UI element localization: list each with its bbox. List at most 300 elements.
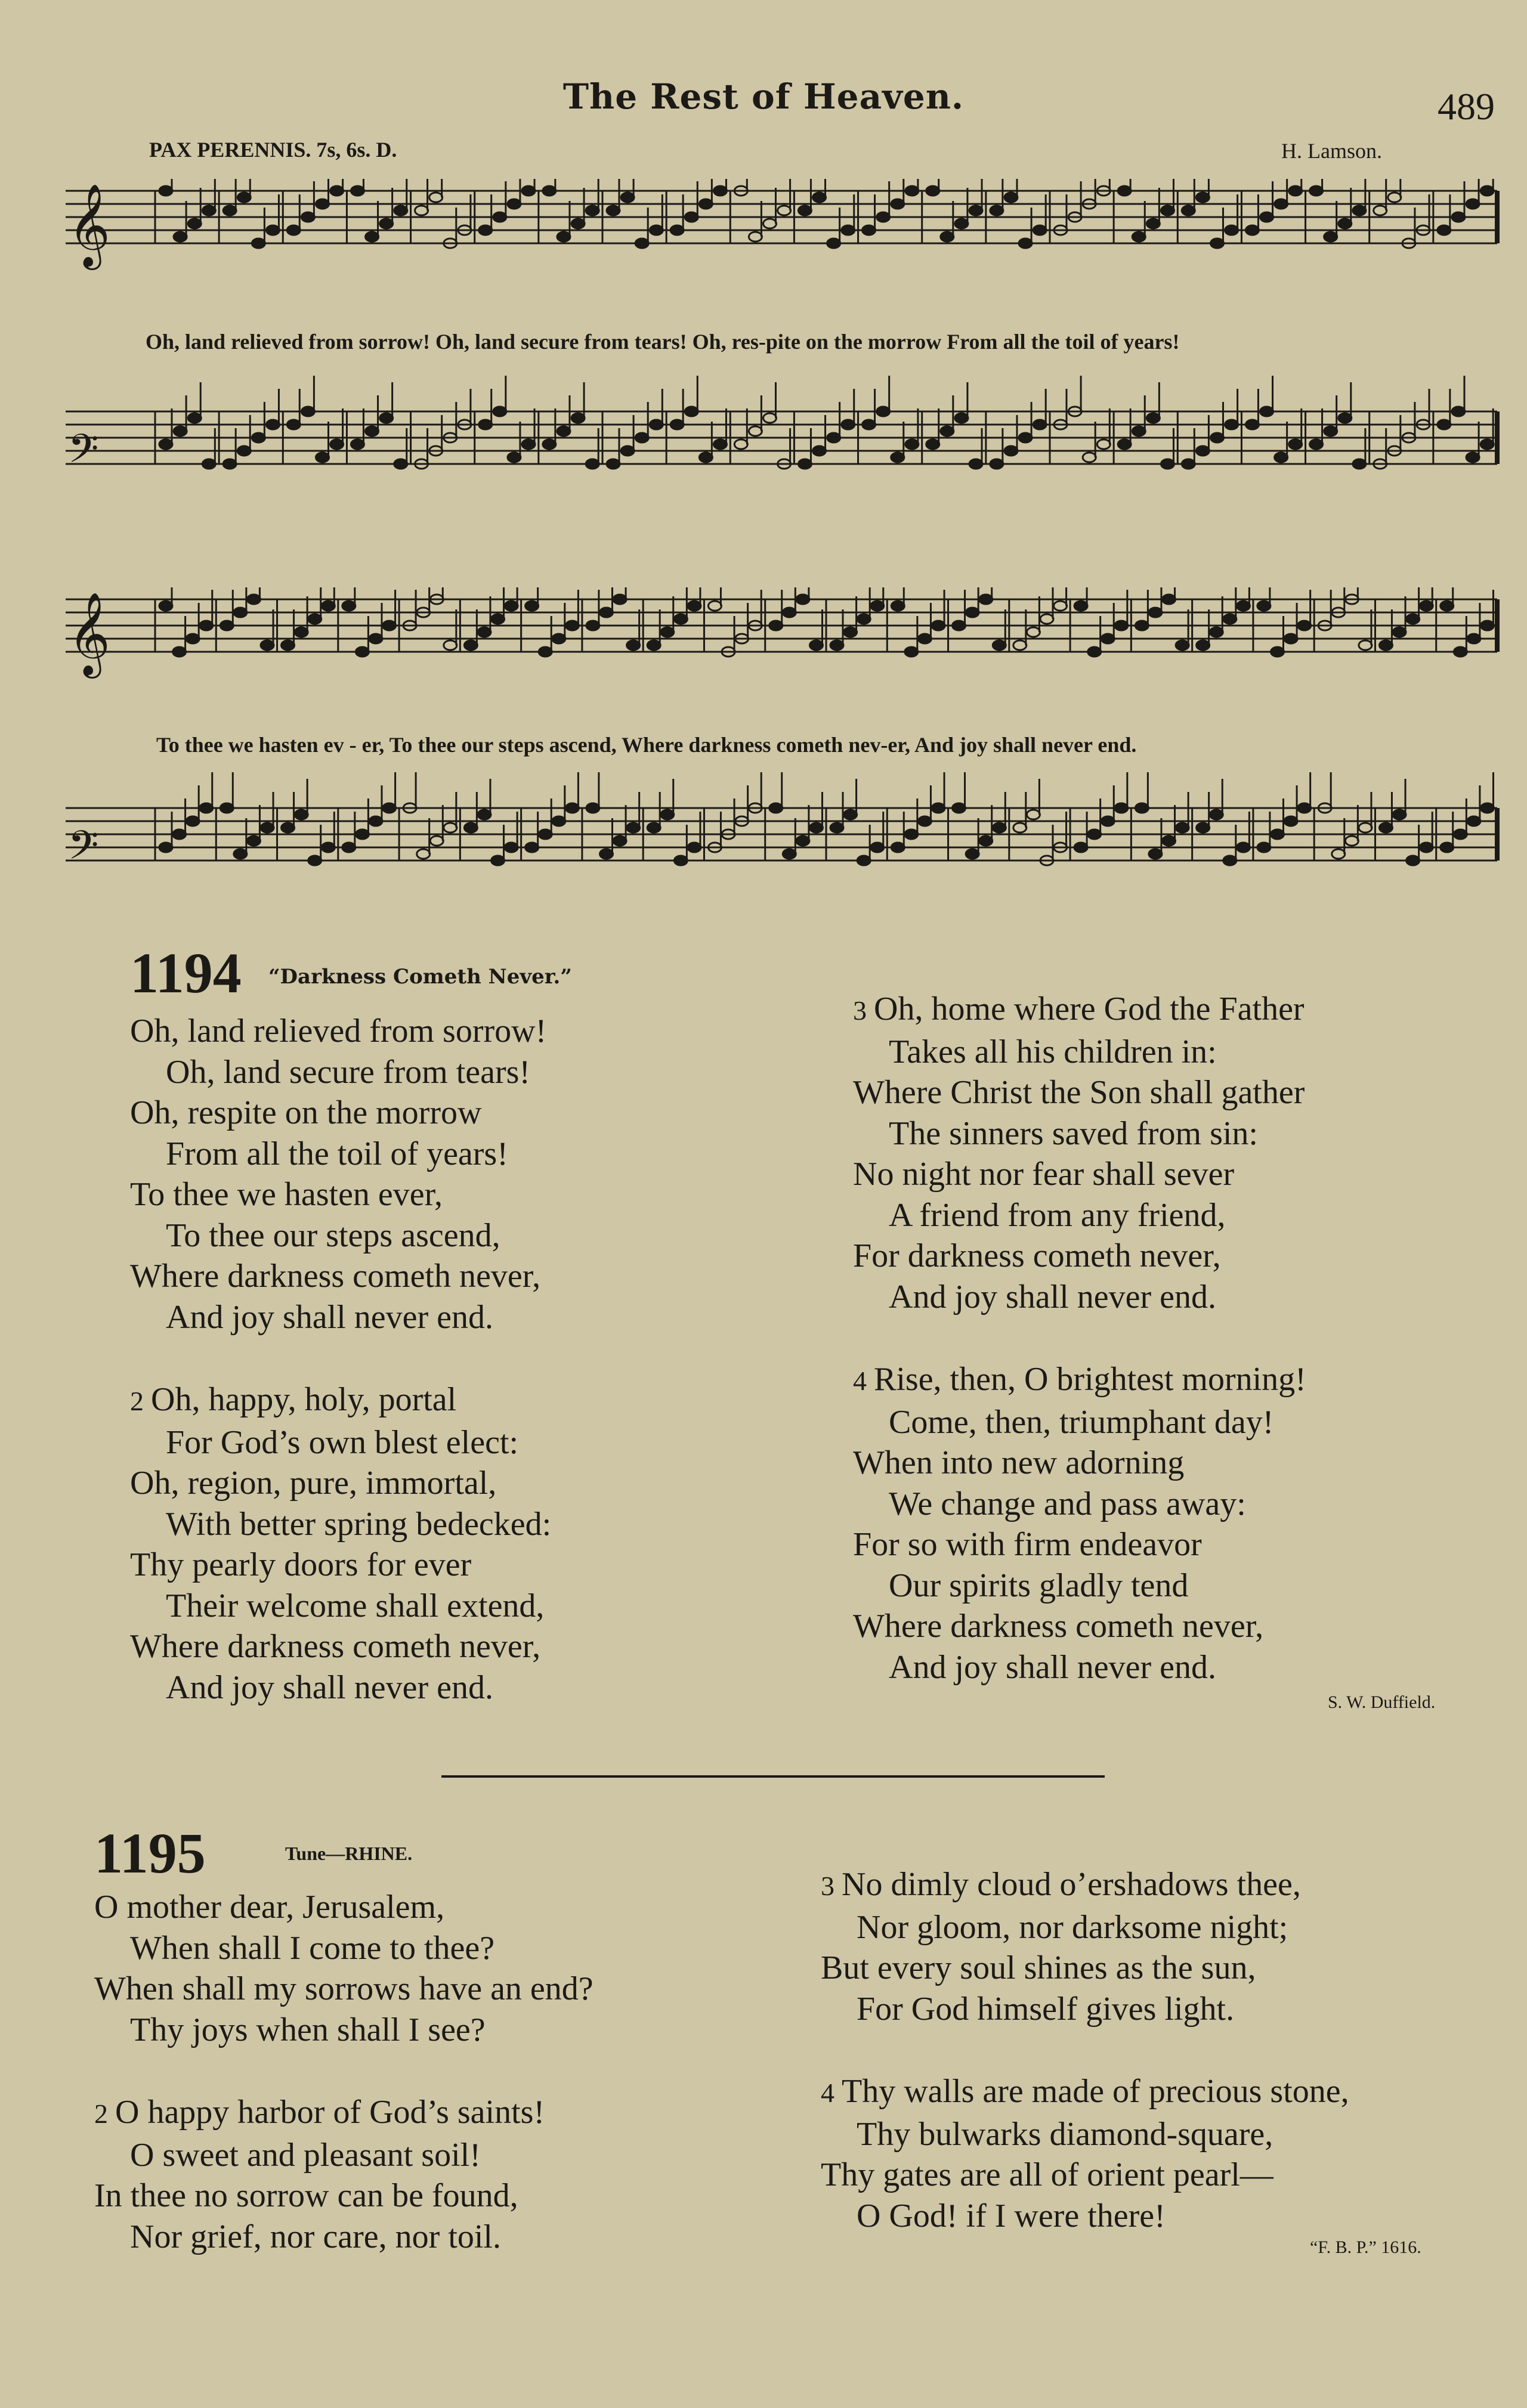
note-head bbox=[966, 849, 979, 859]
note-head bbox=[905, 830, 918, 839]
note-head bbox=[1033, 225, 1046, 235]
note-head bbox=[1149, 608, 1162, 617]
note-head bbox=[613, 595, 626, 604]
note-head bbox=[1271, 647, 1284, 657]
verse-line bbox=[853, 1484, 1306, 1525]
note-head bbox=[1163, 595, 1176, 604]
note-head bbox=[287, 420, 300, 429]
note-head bbox=[1163, 836, 1176, 846]
note-head bbox=[1245, 225, 1259, 235]
note-head bbox=[308, 856, 322, 865]
note-head bbox=[247, 836, 260, 846]
note-head bbox=[1289, 439, 1302, 449]
verse-line bbox=[130, 1215, 551, 1256]
verse-text: For darkness cometh never, bbox=[853, 1237, 1221, 1274]
note-head bbox=[1004, 446, 1018, 456]
note-head bbox=[1135, 621, 1148, 630]
note-head bbox=[565, 803, 579, 813]
note-head bbox=[990, 459, 1003, 469]
note-head bbox=[670, 420, 684, 429]
treble-clef-icon: 𝄞 bbox=[68, 592, 110, 675]
note-head bbox=[380, 219, 393, 228]
note-head bbox=[173, 830, 186, 839]
note-head bbox=[526, 601, 539, 611]
note-head bbox=[1027, 627, 1040, 637]
music-lyrics-line-1: Oh, land relieved from sorrow! Oh, land secure from tears! Oh, res-pite on the morrow From all the toil of years! bbox=[146, 330, 1180, 354]
note-head bbox=[282, 640, 295, 650]
note-head bbox=[1379, 823, 1392, 832]
note-head bbox=[1332, 849, 1345, 859]
note-head bbox=[1298, 803, 1311, 813]
note-head bbox=[647, 640, 660, 650]
note-head bbox=[188, 219, 201, 228]
note-head bbox=[953, 621, 966, 630]
verse-text: Oh, home where God the Father bbox=[874, 991, 1305, 1027]
note-head bbox=[342, 843, 356, 852]
note-head bbox=[932, 621, 945, 630]
verse-line bbox=[821, 2155, 1349, 2196]
verse-number: 2 bbox=[130, 1386, 144, 1416]
note-head bbox=[522, 186, 535, 196]
note-head bbox=[670, 225, 684, 235]
note-head bbox=[1083, 453, 1096, 462]
note-head bbox=[444, 823, 457, 832]
note-head bbox=[351, 439, 364, 449]
note-head bbox=[661, 627, 674, 637]
verse-line bbox=[130, 1586, 551, 1627]
note-head bbox=[543, 439, 556, 449]
note-head bbox=[417, 849, 430, 859]
note-head bbox=[1149, 849, 1162, 859]
note-head bbox=[1054, 601, 1067, 611]
note-head bbox=[159, 439, 172, 449]
note-head bbox=[1197, 640, 1210, 650]
note-head bbox=[1284, 634, 1297, 643]
note-head bbox=[557, 426, 570, 436]
note-head bbox=[552, 816, 565, 826]
verse-line bbox=[821, 2196, 1349, 2237]
note-head bbox=[1237, 843, 1250, 852]
note-head bbox=[1420, 843, 1433, 852]
note-head bbox=[863, 420, 876, 429]
verse-line bbox=[130, 1011, 551, 1052]
verse-line bbox=[853, 1236, 1306, 1277]
note-head bbox=[342, 601, 356, 611]
note-head bbox=[1019, 433, 1032, 442]
verse-line bbox=[130, 1134, 551, 1175]
note-head bbox=[599, 608, 613, 617]
note-head bbox=[1013, 640, 1027, 650]
verse-line bbox=[94, 2092, 594, 2135]
verse-number: 4 bbox=[853, 1366, 867, 1396]
note-head bbox=[159, 601, 172, 611]
hymn-1195-column-1 bbox=[94, 1887, 594, 2257]
note-head bbox=[522, 439, 535, 449]
verse-line bbox=[853, 1072, 1306, 1113]
verse-line bbox=[94, 1969, 594, 2010]
note-head bbox=[316, 199, 329, 209]
note-head bbox=[1211, 433, 1224, 442]
note-head bbox=[993, 823, 1006, 832]
note-head bbox=[380, 413, 393, 423]
note-head bbox=[1407, 614, 1420, 624]
note-head bbox=[539, 830, 552, 839]
note-head bbox=[223, 459, 236, 469]
note-head bbox=[941, 426, 954, 436]
note-head bbox=[798, 459, 811, 469]
note-head bbox=[301, 212, 314, 222]
note-head bbox=[1135, 803, 1148, 813]
note-head bbox=[505, 601, 518, 611]
bass-clef-icon: 𝄢 bbox=[68, 426, 99, 481]
note-head bbox=[749, 232, 762, 242]
note-head bbox=[979, 595, 993, 604]
note-head bbox=[613, 836, 626, 846]
note-head bbox=[586, 621, 599, 630]
verse-line bbox=[853, 1606, 1306, 1647]
note-head bbox=[969, 459, 982, 469]
verse-text: Thy joys when shall I see? bbox=[130, 2011, 486, 2048]
note-head bbox=[237, 193, 251, 202]
note-head bbox=[261, 823, 274, 832]
note-head bbox=[186, 634, 199, 643]
note-head bbox=[932, 803, 945, 813]
note-head bbox=[871, 843, 884, 852]
note-head bbox=[891, 601, 904, 611]
note-head bbox=[266, 225, 279, 235]
note-head bbox=[366, 426, 379, 436]
note-head bbox=[586, 459, 599, 469]
note-head bbox=[493, 212, 506, 222]
note-head bbox=[1339, 219, 1352, 228]
note-head bbox=[809, 640, 823, 650]
verse-text: O sweet and pleasant soil! bbox=[130, 2136, 481, 2174]
note-head bbox=[926, 186, 939, 196]
composer: H. Lamson. bbox=[1281, 139, 1382, 163]
note-head bbox=[966, 608, 979, 617]
note-head bbox=[1088, 830, 1101, 839]
bass-clef-icon: 𝄢 bbox=[68, 822, 99, 878]
note-head bbox=[356, 830, 369, 839]
note-head bbox=[1345, 836, 1358, 846]
note-head bbox=[539, 647, 552, 657]
note-head bbox=[394, 459, 407, 469]
verse-line bbox=[853, 1195, 1306, 1236]
note-head bbox=[464, 640, 477, 650]
verse-line bbox=[853, 1647, 1306, 1688]
note-head bbox=[1467, 816, 1480, 826]
note-head bbox=[1223, 614, 1237, 624]
note-head bbox=[844, 627, 857, 637]
note-head bbox=[699, 199, 712, 209]
verse-text: For God’s own blest elect: bbox=[166, 1423, 519, 1461]
note-head bbox=[202, 459, 215, 469]
note-head bbox=[1132, 426, 1145, 436]
note-head bbox=[1019, 239, 1032, 248]
note-head bbox=[993, 640, 1006, 650]
note-head bbox=[1388, 193, 1401, 202]
verse-text: When into new adorning bbox=[853, 1444, 1185, 1481]
note-head bbox=[661, 810, 674, 819]
verse-line bbox=[853, 1113, 1306, 1155]
verse-line bbox=[130, 1256, 551, 1297]
note-head bbox=[1271, 830, 1284, 839]
note-head bbox=[1480, 621, 1494, 630]
note-head bbox=[699, 453, 712, 462]
verse-text: And joy shall never end. bbox=[889, 1278, 1216, 1316]
music-lyrics-line-2: To thee we hasten ev - er, To thee our steps ascend, Where darkness cometh nev-er, And joy shall never end. bbox=[156, 733, 1137, 757]
verse-text: When shall I come to thee? bbox=[130, 1929, 495, 1967]
note-head bbox=[223, 206, 236, 215]
note-head bbox=[877, 407, 890, 416]
note-head bbox=[237, 446, 251, 456]
treble-staff-1 bbox=[66, 179, 1497, 270]
note-head bbox=[621, 446, 634, 456]
note-head bbox=[479, 420, 492, 429]
verse-text: To thee our steps ascend, bbox=[166, 1217, 500, 1254]
note-head bbox=[1393, 627, 1406, 637]
note-head bbox=[749, 426, 762, 436]
note-head bbox=[1210, 810, 1223, 819]
note-head bbox=[526, 843, 539, 852]
verse-text: Where Christ the Son shall gather bbox=[853, 1074, 1305, 1111]
note-head bbox=[1480, 439, 1494, 449]
note-head bbox=[635, 433, 648, 442]
note-head bbox=[1118, 186, 1131, 196]
verse-text: O mother dear, Jerusalem, bbox=[94, 1889, 445, 1926]
verse-line bbox=[94, 2175, 594, 2217]
note-head bbox=[173, 647, 186, 657]
note-head bbox=[1438, 420, 1451, 429]
note-head bbox=[688, 843, 701, 852]
verse-line bbox=[853, 1443, 1306, 1484]
note-head bbox=[493, 407, 506, 416]
note-head bbox=[543, 186, 556, 196]
note-head bbox=[926, 439, 939, 449]
note-head bbox=[1379, 640, 1392, 650]
note-head bbox=[1004, 193, 1018, 202]
note-head bbox=[650, 225, 663, 235]
note-head bbox=[1466, 453, 1479, 462]
note-head bbox=[769, 803, 783, 813]
note-head bbox=[891, 453, 904, 462]
verse-line bbox=[130, 1297, 551, 1338]
note-head bbox=[261, 640, 274, 650]
note-head bbox=[708, 601, 721, 611]
note-head bbox=[1118, 439, 1131, 449]
verse-text: A friend from any friend, bbox=[889, 1196, 1226, 1234]
verse-text: Thy bulwarks diamond-square, bbox=[857, 2115, 1273, 2153]
bass-staff-1 bbox=[66, 376, 1497, 481]
note-head bbox=[202, 206, 215, 215]
verse-line bbox=[853, 1565, 1306, 1607]
note-head bbox=[647, 823, 660, 832]
note-head bbox=[713, 439, 727, 449]
note-head bbox=[1146, 219, 1160, 228]
note-head bbox=[1196, 446, 1209, 456]
verse-text: And joy shall never end. bbox=[166, 1298, 493, 1336]
verse-line bbox=[94, 2050, 594, 2092]
hymn-number-1194: 1194 bbox=[130, 941, 242, 1005]
note-head bbox=[798, 206, 811, 215]
author-1194: S. W. Duffield. bbox=[1328, 1692, 1436, 1712]
note-head bbox=[586, 206, 599, 215]
note-head bbox=[1101, 634, 1114, 643]
note-head bbox=[1310, 439, 1323, 449]
note-head bbox=[287, 225, 300, 235]
note-head bbox=[478, 810, 491, 819]
note-head bbox=[1161, 459, 1174, 469]
verse-text: But every soul shines as the sun, bbox=[821, 1949, 1256, 1986]
note-head bbox=[783, 608, 796, 617]
verse-number: 3 bbox=[853, 995, 867, 1026]
verse-line bbox=[94, 1887, 594, 1928]
hymn-1194-column-2 bbox=[853, 989, 1306, 1688]
note-head bbox=[918, 816, 931, 826]
verse-text: Oh, respite on the morrow bbox=[130, 1094, 482, 1131]
note-head bbox=[621, 193, 634, 202]
note-head bbox=[492, 614, 505, 624]
verse-text: Oh, region, pure, immortal, bbox=[130, 1465, 497, 1502]
note-head bbox=[783, 849, 796, 859]
note-head bbox=[1176, 640, 1189, 650]
note-head bbox=[1097, 439, 1110, 449]
note-head bbox=[383, 803, 396, 813]
verse-line bbox=[130, 1626, 551, 1667]
verse-text: O happy harbor of God’s saints! bbox=[115, 2094, 545, 2131]
verse-text: Oh, land relieved from sorrow! bbox=[130, 1013, 547, 1050]
note-head bbox=[674, 614, 687, 624]
note-head bbox=[1441, 843, 1454, 852]
note-head bbox=[186, 816, 199, 826]
note-head bbox=[1225, 225, 1238, 235]
note-head bbox=[813, 193, 826, 202]
verse-text: Takes all his children in: bbox=[889, 1033, 1217, 1070]
note-head bbox=[1182, 206, 1195, 215]
note-head bbox=[557, 232, 570, 242]
note-head bbox=[941, 232, 954, 242]
note-head bbox=[844, 810, 857, 819]
note-head bbox=[979, 836, 993, 846]
note-head bbox=[1324, 232, 1337, 242]
note-head bbox=[627, 823, 640, 832]
note-head bbox=[508, 453, 521, 462]
note-head bbox=[905, 647, 918, 657]
note-head bbox=[565, 621, 579, 630]
verse-text: Where darkness cometh never, bbox=[130, 1628, 541, 1665]
note-head bbox=[635, 239, 648, 248]
verse-line bbox=[130, 1052, 551, 1093]
note-head bbox=[552, 634, 565, 643]
note-head bbox=[316, 453, 329, 462]
verse-line bbox=[130, 1463, 551, 1504]
verse-line bbox=[821, 1948, 1349, 1989]
verse-number: 4 bbox=[821, 2078, 834, 2108]
note-head bbox=[1452, 407, 1465, 416]
verse-text: When shall my sorrows have an end? bbox=[94, 1970, 594, 2007]
note-head bbox=[796, 836, 809, 846]
note-head bbox=[1359, 823, 1372, 832]
verse-line bbox=[853, 1032, 1306, 1073]
note-head bbox=[1353, 459, 1366, 469]
verse-text: Thy walls are made of precious stone, bbox=[842, 2073, 1349, 2110]
note-head bbox=[1480, 186, 1494, 196]
verse-line bbox=[853, 1359, 1306, 1402]
note-head bbox=[674, 856, 687, 865]
note-head bbox=[1393, 810, 1406, 819]
verse-line bbox=[130, 1667, 551, 1708]
note-head bbox=[1441, 601, 1454, 611]
note-head bbox=[1454, 830, 1467, 839]
note-head bbox=[830, 640, 843, 650]
note-head bbox=[1275, 199, 1288, 209]
verse-text: Their welcome shall extend, bbox=[166, 1587, 545, 1624]
note-head bbox=[764, 413, 777, 423]
note-head bbox=[1466, 199, 1479, 209]
note-head bbox=[905, 186, 919, 196]
note-head bbox=[863, 225, 876, 235]
page-number: 489 bbox=[1438, 85, 1495, 128]
note-head bbox=[430, 836, 443, 846]
treble-staff-2 bbox=[66, 587, 1497, 679]
note-head bbox=[1480, 803, 1494, 813]
verse-text: Oh, land secure from tears! bbox=[166, 1053, 531, 1091]
note-head bbox=[1115, 803, 1128, 813]
note-head bbox=[1013, 823, 1027, 832]
note-head bbox=[827, 433, 840, 442]
note-head bbox=[159, 843, 172, 852]
verse-line bbox=[821, 2114, 1349, 2155]
note-head bbox=[891, 199, 904, 209]
note-head bbox=[356, 647, 369, 657]
verse-line bbox=[821, 2029, 1349, 2071]
note-head bbox=[1182, 459, 1195, 469]
note-head bbox=[330, 439, 344, 449]
verse-text: Where darkness cometh never, bbox=[130, 1258, 541, 1295]
note-head bbox=[891, 843, 904, 852]
note-head bbox=[871, 601, 884, 611]
note-head bbox=[627, 640, 640, 650]
verse-line bbox=[853, 1402, 1306, 1443]
verse-text: Where darkness cometh never, bbox=[853, 1608, 1264, 1645]
note-head bbox=[322, 843, 335, 852]
note-head bbox=[1452, 212, 1465, 222]
note-head bbox=[842, 225, 855, 235]
note-head bbox=[415, 206, 428, 215]
note-head bbox=[464, 823, 477, 832]
note-head bbox=[234, 849, 247, 859]
note-head bbox=[1260, 212, 1273, 222]
verse-number: 2 bbox=[94, 2099, 108, 2129]
note-head bbox=[1033, 420, 1046, 429]
note-head bbox=[1027, 810, 1040, 819]
verse-text: To thee we hasten ever, bbox=[130, 1176, 443, 1213]
verse-text: In thee no sorrow can be found, bbox=[94, 2177, 518, 2214]
note-head bbox=[1284, 816, 1297, 826]
verse-text: Our spirits gladly tend bbox=[889, 1567, 1189, 1604]
treble-clef-icon: 𝄞 bbox=[68, 184, 110, 267]
note-head bbox=[266, 420, 279, 429]
note-head bbox=[369, 816, 382, 826]
note-head bbox=[295, 810, 308, 819]
note-head bbox=[282, 823, 295, 832]
verse-line bbox=[853, 1317, 1306, 1359]
note-head bbox=[174, 232, 187, 242]
verse-text: For so with firm endeavor bbox=[853, 1526, 1202, 1563]
note-head bbox=[330, 186, 344, 196]
note-head bbox=[220, 803, 233, 813]
verse-text: Come, then, triumphant day! bbox=[889, 1403, 1274, 1441]
